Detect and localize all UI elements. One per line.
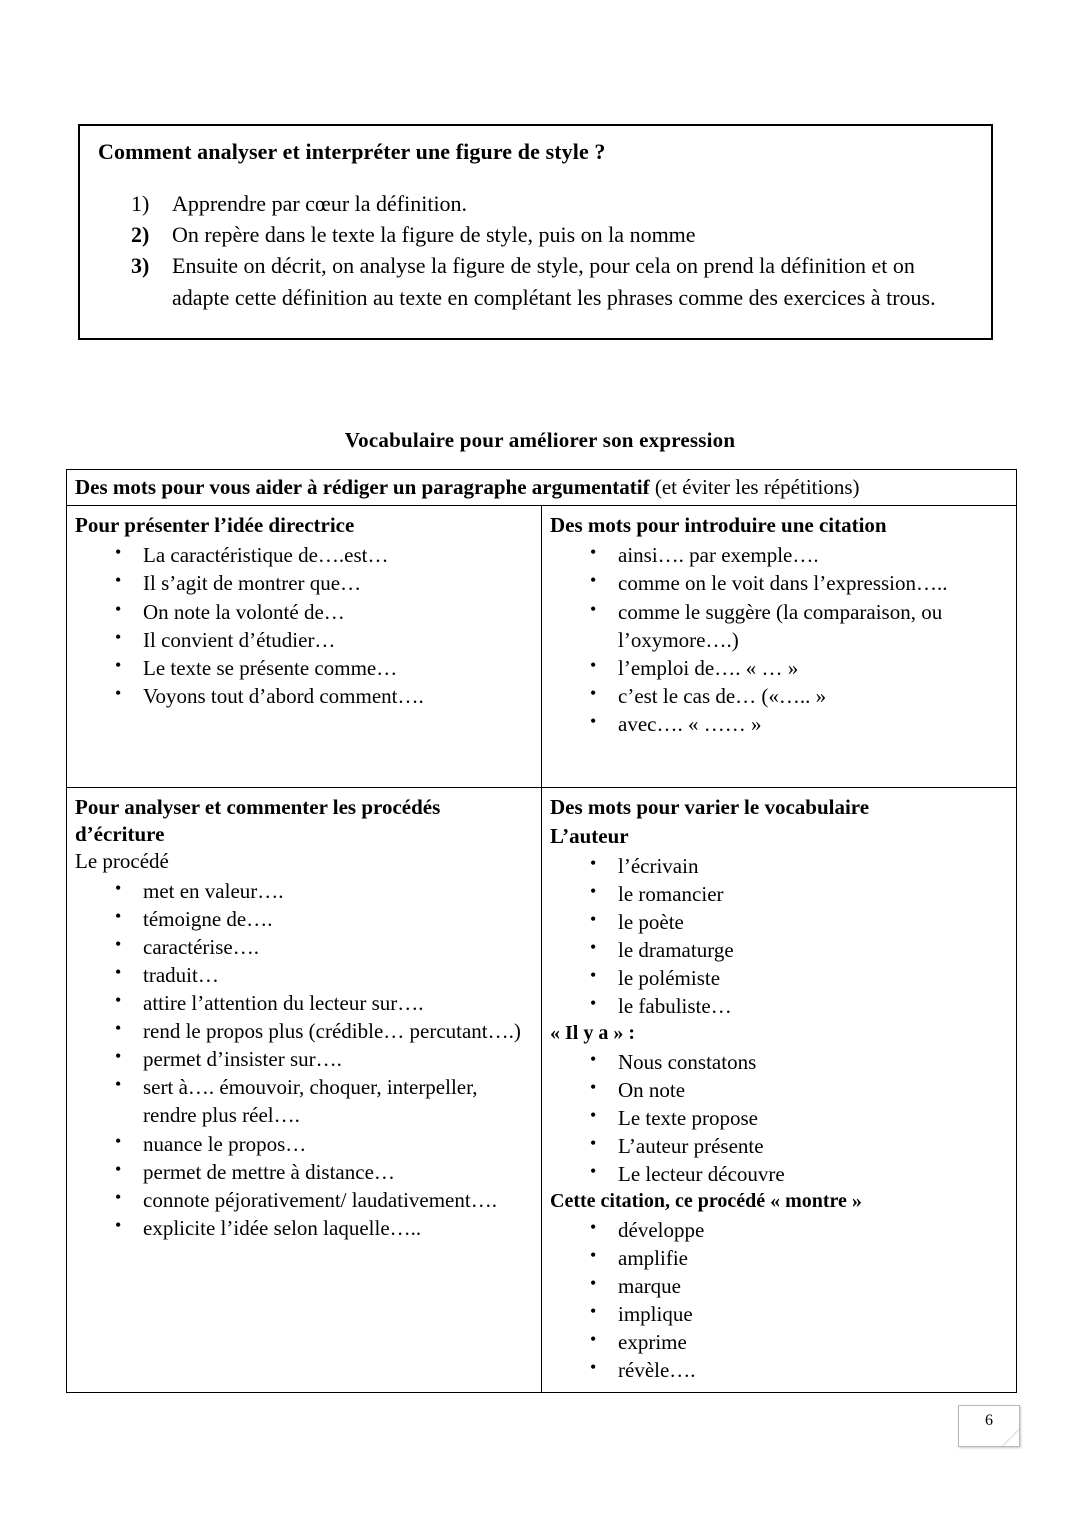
cell-subtitle-auteur: L’auteur [550,824,629,849]
table-header-text [75,475,1008,500]
table-header-bold: Des mots pour vous aider à rédiger un paragraphe argumentatif [75,475,650,499]
table-row [67,506,1017,788]
list-item: • On note [550,1076,1008,1104]
list-item: • le dramaturge [550,936,1008,964]
list-item: • Voyons tout d’abord comment…. [75,682,533,710]
list-item: • ainsi…. par exemple…. [550,541,1008,569]
method-box-title: Comment analyser et interpréter une figure de style ? [98,139,606,164]
cell-analyser-procedes [67,788,542,1393]
bullet-list-ilya [550,1048,1008,1188]
subheading-ilya: « Il y a » : [550,1022,635,1045]
table-header-row [67,470,1017,506]
cell-title: Des mots pour varier le vocabulaire [550,795,870,820]
list-item: • comme le suggère (la comparaison, ou l’oxymore….) [550,598,1008,654]
cell-spacer [75,710,533,770]
list-item: • comme on le voit dans l’expression….. [550,569,1008,597]
table-row [67,788,1017,1393]
list-item: • attire l’attention du lecteur sur…. [75,989,533,1017]
cell-title: Des mots pour introduire une citation [550,513,887,538]
list-item: • amplifie [550,1244,1008,1272]
step-number: 3) [131,253,150,279]
list-item: • développe [550,1216,1008,1244]
list-item: • caractérise…. [75,933,533,961]
list-item: • Le lecteur découvre [550,1160,1008,1188]
list-item: • implique [550,1300,1008,1328]
method-step-item [98,250,973,313]
page-number: 6 [985,1412,993,1429]
method-steps-list [98,188,973,314]
cell-title: Pour analyser et commenter les procédés d’écriture [75,795,441,847]
list-item: • révèle…. [550,1356,1008,1384]
bullet-list [75,541,533,710]
list-item: • c’est le cas de… («….. » [550,682,1008,710]
vocabulary-table [66,469,1017,1393]
section-heading: Vocabulaire pour améliorer son expression [344,428,736,452]
method-step-item [98,188,973,219]
page-fold-corner-inner-icon [1003,1430,1019,1446]
list-item: • le romancier [550,880,1008,908]
table-header-light: (et éviter les répétitions) [649,475,860,499]
list-item: • rend le propos plus (crédible… percutant….) [75,1017,533,1045]
list-item: • avec…. « …… » [550,710,1008,738]
list-item: • Le texte se présente comme… [75,654,533,682]
cell-title: Pour présenter l’idée directrice [75,513,355,538]
subheading-montre: Cette citation, ce procédé « montre » [550,1190,862,1213]
list-item: • permet de mettre à distance… [75,1158,533,1186]
bullet-list-auteur [550,852,1008,1020]
step-text: On repère dans le texte la figure de style, puis on la nomme [172,221,696,247]
table-header-cell [67,470,1017,506]
method-box [78,124,993,340]
list-item: • le polémiste [550,964,1008,992]
list-item: • témoigne de…. [75,905,533,933]
list-item: • l’emploi de…. « … » [550,654,1008,682]
list-item: • nuance le propos… [75,1130,533,1158]
list-item: • La caractéristique de….est… [75,541,533,569]
bullet-list-montre [550,1216,1008,1384]
list-item: • marque [550,1272,1008,1300]
step-text: Ensuite on décrit, on analyse la figure de style, pour cela on prend la définition et on adapte cette définition au texte en complétant les phrases comme des exercices à trous. [172,253,936,310]
list-item: • connote péjorativement/ laudativement…. [75,1186,533,1214]
method-step-item [98,219,973,250]
list-item: • Il convient d’étudier… [75,626,533,654]
step-number: 2) [131,221,150,247]
list-item: • sert à…. émouvoir, choquer, interpeller, rendre plus réel…. [75,1073,533,1129]
list-item: • L’auteur présente [550,1132,1008,1160]
list-item: • On note la volonté de… [75,598,533,626]
bullet-list [75,877,533,1241]
cell-idee-directrice [67,506,542,788]
step-number: 1) [131,190,150,216]
cell-subtitle: Le procédé [75,848,169,873]
cell-varier-vocabulaire [542,788,1017,1393]
list-item: • l’écrivain [550,852,1008,880]
list-item: • permet d’insister sur…. [75,1045,533,1073]
list-item: • exprime [550,1328,1008,1356]
list-item: • le fabuliste… [550,992,1008,1020]
list-item: • Nous constatons [550,1048,1008,1076]
step-text: Apprendre par cœur la définition. [172,190,468,216]
list-item: • Le texte propose [550,1104,1008,1132]
list-item: • met en valeur…. [75,877,533,905]
list-item: • le poète [550,908,1008,936]
list-item: • traduit… [75,961,533,989]
list-item: • explicite l’idée selon laquelle….. [75,1214,533,1242]
page-number-badge [958,1405,1020,1447]
bullet-list [550,541,1008,739]
cell-introduire-citation [542,506,1017,788]
list-item: • Il s’agit de montrer que… [75,569,533,597]
